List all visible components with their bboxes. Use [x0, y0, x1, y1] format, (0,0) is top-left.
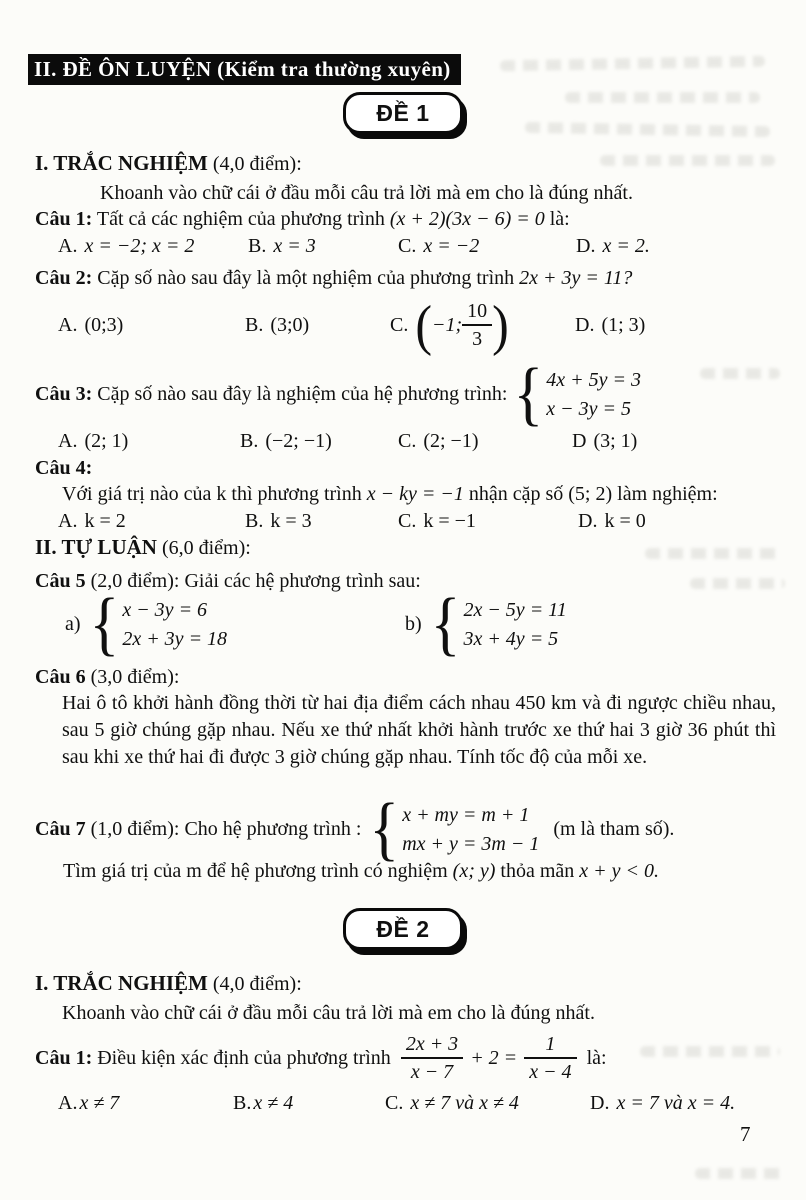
stem-line [35, 381, 507, 408]
fraction-denominator: 3 [462, 324, 492, 350]
fraction-2 [524, 1033, 576, 1083]
option-c [385, 1090, 590, 1117]
de1-question-1-stem [35, 206, 778, 233]
stem-text: Cặp số nào sau đây là một nghiệm của phương trình [97, 267, 515, 289]
fraction-numerator: 10 [467, 300, 488, 322]
de2-question-1-stem [35, 1026, 778, 1090]
equation-system [369, 789, 540, 869]
de2-badge-row [0, 908, 806, 950]
de1-section-2-points: (6,0 điểm): [161, 537, 251, 559]
question-label: Câu 3: [35, 382, 93, 405]
option-d-text: x = 2. [602, 235, 650, 257]
equation-2: 2x + 3y = 18 [122, 627, 228, 650]
equation-system-b [430, 584, 567, 664]
option-d [578, 508, 778, 535]
de2-badge: ĐỀ 2 [343, 908, 462, 950]
right-paren-glyph: ) [492, 293, 509, 357]
equation-1: x − 3y = 6 [122, 598, 208, 621]
stem-text: Giải các hệ phương trình sau: [184, 570, 421, 592]
de1-question-6-label [35, 664, 778, 691]
option-c-text: x ≠ 7 và x ≠ 4 [410, 1092, 519, 1114]
option-c-text: (2; −1) [423, 430, 479, 452]
option-b [240, 428, 398, 455]
followup-text: Tìm giá trị của m để hệ phương trình có nghiệm [63, 860, 448, 882]
option-c [398, 508, 578, 535]
option-c-text: x = −2 [423, 235, 480, 257]
de1-section-1-heading [35, 150, 778, 178]
option-b-text: x ≠ 4 [253, 1092, 294, 1114]
fraction-numerator: 1 [545, 1033, 556, 1055]
stem-text: là: [549, 208, 570, 230]
option-c [390, 293, 575, 357]
fraction-denominator: x − 4 [524, 1057, 576, 1083]
option-b-label: B. [233, 1092, 252, 1114]
option-b-text: k = 3 [270, 510, 312, 532]
followup-math: x + y < 0. [579, 860, 660, 882]
option-b [245, 312, 390, 339]
page-number: 7 [740, 1122, 751, 1146]
part-b [405, 584, 778, 664]
followup-math: (x; y) [452, 860, 496, 882]
fraction-1 [401, 1033, 463, 1083]
equation-system [513, 354, 641, 434]
equation-1: x + my = m + 1 [402, 803, 530, 826]
question-label: Câu 1: [35, 208, 93, 230]
de1-question-4-stem [35, 481, 778, 508]
stem-line [35, 1045, 391, 1072]
de1-question-3-options [35, 428, 778, 455]
option-c [398, 233, 576, 260]
option-b [245, 508, 398, 535]
option-a-label: A. [58, 1092, 78, 1114]
option-c-label: C. [385, 1092, 404, 1114]
option-b-label: B. [240, 430, 259, 452]
parameter-note: (m là tham số). [553, 817, 675, 840]
option-b-label: B. [245, 313, 264, 336]
option-d-text: x = 7 và x = 4. [616, 1092, 736, 1114]
option-a-text: x ≠ 7 [79, 1092, 120, 1114]
stem-math: 2x + 3y = 11? [519, 267, 633, 289]
equation-1: 4x + 5y = 3 [546, 368, 641, 391]
stem-math: x − ky = −1 [366, 483, 464, 505]
option-a-label: A. [58, 510, 78, 532]
bleed-through-artifact [500, 56, 765, 72]
option-b [233, 1090, 385, 1117]
de1-question-3-stem [35, 356, 778, 432]
de1-question-4-label: Câu 4: [35, 457, 93, 479]
de1-badge-row [0, 92, 806, 134]
option-d-label: D. [575, 313, 595, 336]
option-d [575, 312, 778, 339]
bleed-through-artifact [695, 1168, 785, 1179]
option-d [590, 1090, 778, 1117]
system-equations [402, 804, 539, 855]
part-b-label: b) [405, 612, 422, 635]
stem-math: (x + 2)(3x − 6) = 0 [389, 208, 545, 230]
option-d-label: D. [576, 235, 596, 257]
option-d-label: D. [578, 510, 598, 532]
stem-math: + 2 = [470, 1046, 518, 1069]
de1-section-2-title: II. TỰ LUẬN [35, 535, 157, 559]
de1-instruction: Khoanh vào chữ cái ở đầu mỗi câu trả lời mà em cho là đúng nhất. [100, 182, 633, 204]
option-a-text: x = −2; x = 2 [84, 235, 195, 257]
de2-section-1-heading [35, 970, 778, 998]
option-c-label: C. [390, 313, 409, 336]
equation-1: 2x − 5y = 11 [463, 598, 567, 621]
option-d-label: D. [590, 1092, 610, 1114]
section-header-title: II. ĐỀ ÔN LUYỆN (Kiểm tra thường xuyên) [34, 57, 451, 81]
de1-question-6-body: Hai ô tô khởi hành đồng thời từ hai địa điểm cách nhau 450 km và đi ngược chiều nhau, sau 5 giờ chúng gặp nhau. Nếu xe thứ nhất khởi hành trước xe thứ hai 3 giờ 36 phút thì sau khi xe thứ hai đi được 3 giờ chúng gặp nhau. Tính tốc độ của mỗi xe. [62, 692, 776, 768]
de1-question-5-systems [35, 584, 778, 664]
option-d-label: D [572, 430, 587, 452]
system-equations [546, 369, 641, 420]
question-label: Câu 1: [35, 1046, 93, 1069]
stem-text: Tất cả các nghiệm của phương trình [96, 208, 385, 230]
option-a [58, 428, 240, 455]
stem-text: Cho hệ phương trình : [184, 817, 362, 840]
de1-section-2-heading [35, 534, 778, 562]
de1-question-7-followup [35, 858, 778, 885]
question-points: (3,0 điểm): [90, 666, 180, 688]
question-points: (1,0 điểm): [90, 817, 180, 840]
option-c [398, 428, 572, 455]
option-b-text: x = 3 [273, 235, 316, 257]
followup-text: thỏa mãn [500, 860, 575, 882]
option-a-label: A. [58, 313, 78, 336]
option-d [576, 233, 778, 260]
system-brace-glyph: { [430, 584, 461, 664]
system-brace-glyph: { [513, 354, 544, 434]
de1-question-1-options [35, 233, 778, 260]
system-equations [122, 599, 227, 650]
system-brace-glyph: { [369, 789, 400, 869]
question-label: Câu 2: [35, 267, 93, 289]
option-a-text: k = 2 [84, 510, 126, 532]
option-c-label: C. [398, 430, 417, 452]
option-a [58, 508, 245, 535]
equation-system-a [89, 584, 228, 664]
option-c-label: C. [398, 510, 417, 532]
option-d-text: (3; 1) [593, 430, 638, 452]
question-label: Câu 7 [35, 817, 86, 840]
fraction-numerator: 2x + 3 [405, 1033, 459, 1055]
option-b-text: (3;0) [270, 313, 310, 336]
equation-2: 3x + 4y = 5 [463, 627, 559, 650]
stem-text: nhận cặp số (5; 2) làm nghiệm: [468, 483, 718, 505]
option-a [58, 1090, 233, 1117]
option-a-label: A. [58, 235, 78, 257]
option-a [58, 233, 248, 260]
de1-question-5-stem [35, 568, 778, 595]
question-points: (2,0 điểm): [90, 570, 180, 592]
question-label: Câu 6 [35, 666, 86, 688]
option-d-text: (1; 3) [601, 313, 646, 336]
option-c-text: k = −1 [423, 510, 476, 532]
option-a-label: A. [58, 430, 78, 452]
fraction-denominator: x − 7 [401, 1057, 463, 1083]
system-equations [463, 599, 566, 650]
option-c-fraction [462, 300, 492, 350]
stem-text: Cặp số nào sau đây là nghiệm của hệ phương trình: [97, 382, 508, 405]
question-label: Câu 5 [35, 570, 86, 592]
left-paren-glyph: ( [415, 293, 432, 357]
option-b [248, 233, 398, 260]
de2-instruction: Khoanh vào chữ cái ở đầu mỗi câu trả lời mà em cho là đúng nhất. [62, 1002, 595, 1024]
option-c-pre: −1; [432, 313, 463, 336]
option-d-text: k = 0 [604, 510, 646, 532]
de1-badge: ĐỀ 1 [343, 92, 462, 134]
option-b-label: B. [245, 510, 264, 532]
option-a-text: (0;3) [84, 313, 124, 336]
de1-section-1-title: I. TRẮC NGHIỆM [35, 151, 208, 175]
option-b-label: B. [248, 235, 267, 257]
de1-question-7-stem [35, 790, 778, 868]
section-header-bar [28, 54, 461, 85]
system-brace-glyph: { [89, 584, 120, 664]
de1-section-1-points: (4,0 điểm): [212, 153, 302, 175]
option-b-text: (−2; −1) [265, 430, 332, 452]
de2-question-1-options [35, 1090, 778, 1117]
de1-question-2-stem [35, 265, 778, 292]
de2-section-1-title: I. TRẮC NGHIỆM [35, 971, 208, 995]
stem-text: Điều kiện xác định của phương trình [97, 1046, 391, 1069]
stem-text: là: [586, 1046, 607, 1069]
de2-section-1-points: (4,0 điểm): [212, 973, 302, 995]
option-d [572, 428, 778, 455]
part-a [65, 584, 405, 664]
stem-text: Với giá trị nào của k thì phương trình [62, 483, 362, 505]
equation-2: mx + y = 3m − 1 [402, 832, 540, 855]
de1-question-2-options [35, 294, 778, 356]
option-c-label: C. [398, 235, 417, 257]
part-a-label: a) [65, 612, 81, 635]
option-a [58, 312, 245, 339]
equation-2: x − 3y = 5 [546, 397, 631, 420]
de1-question-4-options [35, 508, 778, 535]
stem-line [35, 816, 361, 843]
option-a-text: (2; 1) [84, 430, 129, 452]
